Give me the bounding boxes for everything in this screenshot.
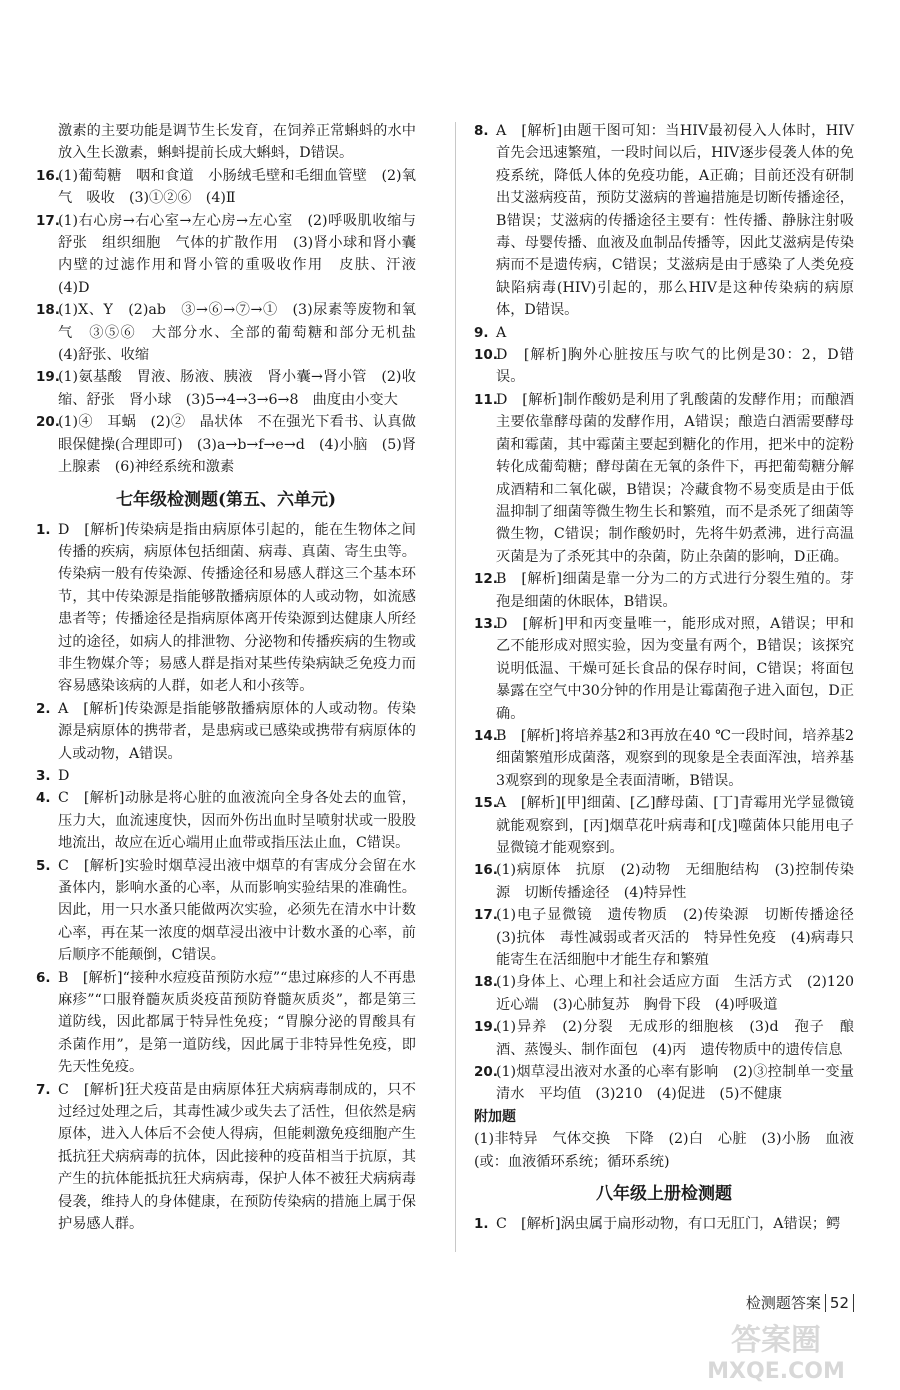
answer-number: 20. <box>474 1064 498 1081</box>
answer-list-grade8 <box>474 1213 854 1235</box>
appendix-title: 附加题 <box>474 1108 516 1125</box>
answer-text: A [解析]传染源是指能够散播病原体的人或动物。传染源是病原体的携带者，是患病或已感染或携带有病原体的人或动物，A错误。 <box>58 700 416 762</box>
answer-number: 5. <box>36 857 51 874</box>
answer-item <box>474 344 854 389</box>
answer-text: (1)烟草浸出液对水蚤的心率有影响 (2)③控制单一变量 清水 平均值 (3)210 (4)促进 (5)不健康 <box>496 1064 869 1103</box>
section-title-grade8: 八年级上册检测题 <box>596 1184 732 1205</box>
answer-list-grade7-part2 <box>474 120 869 1106</box>
answer-item <box>36 765 416 787</box>
answer-item <box>474 120 854 322</box>
page-footer <box>746 1292 854 1313</box>
footer-label: 检测题答案 <box>745 1294 821 1312</box>
answer-number: 17. <box>36 212 60 229</box>
answer-number: 19. <box>36 369 60 386</box>
answer-item <box>474 1061 869 1106</box>
answer-number: 12. <box>474 571 498 588</box>
answer-number: 19. <box>474 1019 498 1036</box>
answer-number: 10. <box>474 347 498 364</box>
answer-text: C [解析]狂犬疫苗是由病原体狂犬病病毒制成的，只不过经过处理之后，其毒性减少或失去了活性，但依然是病原体，进入人体后不会使人得病，但能刺激免疫细胞产生抵抗狂犬病病毒的抗体，因此接种的疫苗相当于抗原，其产生的抗体能抵抗狂犬病病毒，保护人体不被狂犬病病毒侵袭，维持人的身体健康，在预防传染病的措施上属于保护易感人群。 <box>58 1081 416 1233</box>
answer-item <box>474 613 854 725</box>
answer-item <box>36 299 431 366</box>
answer-number: 9. <box>474 324 489 341</box>
watermark-bottom-text: MXQE.COM <box>707 1359 845 1384</box>
answer-list-grade7-test <box>36 519 416 1236</box>
answer-number: 20. <box>36 414 60 431</box>
answer-text: (1)异养 (2)分裂 无成形的细胞核 (3)d 孢子 酿酒、蒸馒头、制作面包 (4)丙 遗传物质中的遗传信息 <box>496 1019 854 1058</box>
answer-number: 18. <box>474 974 498 991</box>
answer-text: D [解析]胸外心脏按压与吹气的比例是30：2，D错误。 <box>496 347 854 386</box>
answer-text: (1)病原体 抗原 (2)动物 无细胞结构 (3)控制传染源 切断传播途径 (4)特异性 <box>496 862 854 901</box>
answer-item <box>474 322 854 344</box>
answer-number: 6. <box>36 969 51 986</box>
answer-item <box>36 967 416 1079</box>
answer-text: (1)葡萄糖 咽和食道 小肠绒毛壁和毛细血管壁 (2)氧气 吸收 (3)①②⑥ (4)Ⅱ <box>58 167 416 207</box>
answer-number: 3. <box>36 767 51 784</box>
watermark-top-text: 答案圈 <box>731 1323 821 1358</box>
answer-text: B [解析]将培养基2和3再放在40 ℃一段时间，培养基2细菌繁殖形成菌落，观察到的现象是全表面浑浊，培养基3观察到的现象是全表面清晰，B错误。 <box>496 727 854 789</box>
left-column <box>36 120 431 1236</box>
column-divider <box>455 122 456 1252</box>
answer-text: (1)右心房→右心室→左心房→左心室 (2)呼吸肌收缩与舒张 组织细胞 气体的扩散作用 (3)肾小球和肾小囊内壁的过滤作用和肾小管的重吸收作用 皮肤、汗液 (4)D <box>58 212 431 296</box>
answer-item <box>474 568 854 613</box>
answer-text: D [解析]甲和丙变量唯一，能形成对照，A错误；甲和乙不能形成对照实验，因为变量有两个，B错误；该探究说明低温、干燥可延长食品的保存时间，C错误；将面包暴露在空气中30分钟的作用是让霉菌孢子进入面包，D正确。 <box>496 615 854 722</box>
answer-text: (1)电子显微镜 遗传物质 (2)传染源 切断传播途径 (3)抗体 毒性减弱或者灭活的 特异性免疫 (4)病毒只能寄生在活细胞中才能生存和繁殖 <box>496 907 869 969</box>
answer-text: (1)④ 耳蜗 (2)② 晶状体 不在强光下看书、认真做眼保健操(合理即可) (3)a→b→f→e→d (4)小脑 (5)肾上腺素 (6)神经系统和激素 <box>58 414 416 476</box>
answer-text: C [解析]动脉是将心脏的血液流向全身各处去的血管，压力大，血流速度快，因而外伤出血时呈喷射状或一股股地流出，故应在近心端用止血带或指压法止血，C错误。 <box>58 790 416 852</box>
watermark-logo <box>676 1318 876 1386</box>
answer-text: (1)X、Y (2)ab ③→⑥→⑦→① (3)尿素等废物和氧气 ③⑤⑥ 大部分水、全部的葡萄糖和部分无机盐 (4)舒张、收缩 <box>58 302 431 364</box>
answer-text: B [解析]细菌是靠一分为二的方式进行分裂生殖的。芽孢是细菌的休眠体，B错误。 <box>496 571 854 610</box>
answer-item <box>36 1079 416 1236</box>
answer-list-grade7-part1 <box>36 165 431 479</box>
right-column <box>474 120 869 1236</box>
answer-item <box>474 792 854 859</box>
answer-item <box>36 165 416 210</box>
answer-number: 17. <box>474 907 498 924</box>
answer-number: 8. <box>474 123 489 139</box>
answer-item <box>474 859 854 904</box>
answer-text: (1)氨基酸 胃液、肠液、胰液 肾小囊→肾小管 (2)收缩、舒张 肾小球 (3)5→4→3→6→8 曲度由小变大 <box>58 369 416 408</box>
answer-item <box>474 1016 854 1061</box>
answer-item <box>36 698 416 765</box>
continued-paragraph: 激素的主要功能是调节生长发育，在饲养正常蝌蚪的水中放入生长激素，蝌蚪提前长成大蝌蚪，D错误。 <box>58 123 416 162</box>
answer-number: 7. <box>36 1081 51 1098</box>
appendix-answer: (1)非特异 气体交换 下降 (2)白 心脏 (3)小肠 血液(或：血液循环系统；循环系统) <box>474 1131 854 1170</box>
answer-text: C [解析]实验时烟草浸出液中烟草的有害成分会留在水蚤体内，影响水蚤的心率，从而影响实验结果的准确性。因此，用一只水蚤只能做两次实验，必须先在清水中计数心率，再在某一浓度的烟草浸出液中计数水蚤的心率，前后顺序不能颠倒，C错误。 <box>58 857 416 964</box>
answer-item <box>474 1213 854 1235</box>
answer-text: C [解析]涡虫属于扁形动物，有口无肛门，A错误；鳄 <box>496 1216 841 1233</box>
answer-item <box>474 971 869 1016</box>
answer-text: (1)身体上、心理上和社会适应方面 生活方式 (2)120 近心端 (3)心肺复苏 胸骨下段 (4)呼吸道 <box>496 974 869 1013</box>
answer-number: 15. <box>474 795 498 812</box>
answer-number: 16. <box>36 167 60 184</box>
page-number: 52 <box>825 1294 854 1312</box>
answer-number: 18. <box>36 302 60 319</box>
answer-number: 13. <box>474 615 498 632</box>
answer-number: 1. <box>474 1216 489 1233</box>
answer-text: A [解析]由题干图可知：当HIV最初侵入人体时，HIV首先会迅速繁殖，一段时间以后，HIV逐步侵袭人体的免疫系统，降低人体的免疫功能，A正确；目前还没有研制出艾滋病疫苗，预防艾滋病的普遍措施是切断传播途径，B错误；艾滋病的传播途径主要有：性传播、静脉注射吸毒、母婴传播、血液及血制品传播等，因此艾滋病是传染病而不是遗传病，C错误；艾滋病是由于感染了人类免疫缺陷病毒(HIV)引起的，那么HIV是这种传染病的病原体，D错误。 <box>496 123 854 319</box>
answer-text: A <box>496 324 507 341</box>
answer-item <box>36 210 431 300</box>
answer-text: D [解析]制作酸奶是利用了乳酸菌的发酵作用；而酿酒主要依靠酵母菌的发酵作用，A错误；酿造白酒需要酵母菌和霉菌，其中霉菌主要起到糖化的作用，把米中的淀粉转化成葡萄糖；酵母菌在无氧的条件下，再把葡萄糖分解成酒精和二氧化碳，B错误；冷藏食物不易变质是由于低温抑制了细菌等微生物生长和繁殖，而不是杀死了细菌等微生物，C错误；制作酸奶时，先将牛奶煮沸，进行高温灭菌是为了杀死其中的杂菌，防止杂菌的影响，D正确。 <box>496 391 854 565</box>
answer-text: D <box>58 767 70 784</box>
answer-number: 14. <box>474 727 498 744</box>
answer-text: B [解析]“接种水痘疫苗预防水痘”“患过麻疹的人不再患麻疹”“口服脊髓灰质炎疫苗预防脊髓灰质炎”，都是第三道防线，因此都属于特异性免疫；“胃腺分泌的胃酸具有杀菌作用”，是第一道防线，因此属于非特异性免疫，即先天性免疫。 <box>58 969 416 1076</box>
answer-number: 4. <box>36 790 51 807</box>
answer-item <box>36 855 416 967</box>
answer-number: 16. <box>474 862 498 879</box>
answer-number: 2. <box>36 700 51 717</box>
answer-text: D [解析]传染病是指由病原体引起的，能在生物体之间传播的疾病，病原体包括细菌、病毒、真菌、寄生虫等。传染病一般有传染源、传播途径和易感人群这三个基本环节，其中传染源是指能够散播病原体的人或动物，如流感患者等；传播途径是指病原体离开传染源到达健康人所经过的途径，如病人的排泄物、分泌物和传播疾病的生物或非生物媒介等；易感人群是指对某些传染病缺乏免疫力而容易感染该病的人群，如老人和小孩等。 <box>58 521 416 695</box>
answer-item <box>474 725 854 792</box>
answer-item <box>36 787 416 854</box>
answer-item <box>474 904 869 971</box>
answer-number: 11. <box>474 391 498 408</box>
answer-item <box>36 519 416 698</box>
answer-text: A [解析][甲]细菌、[乙]酵母菌、[丁]青霉用光学显微镜就能观察到，[丙]烟草花叶病毒和[戊]噬菌体只能用电子显微镜才能观察到。 <box>496 795 854 856</box>
answer-item <box>36 411 416 478</box>
answer-item <box>474 389 854 568</box>
answer-number: 1. <box>36 521 51 538</box>
section-title-grade7: 七年级检测题(第五、六单元) <box>115 489 337 510</box>
answer-item <box>36 366 416 411</box>
